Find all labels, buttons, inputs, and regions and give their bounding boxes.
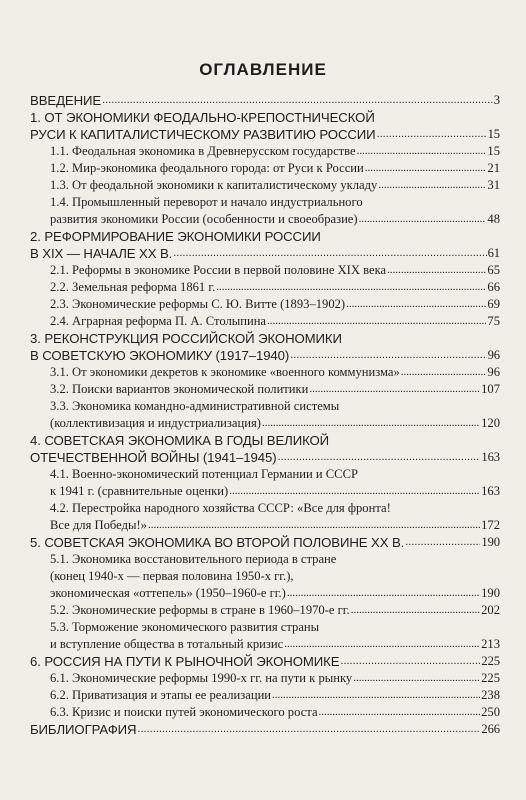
dot-leader (290, 347, 486, 364)
toc-entry-text: 6.3. Кризис и поиски путей экономического роста (50, 705, 318, 719)
page-number: 61 (487, 246, 500, 260)
toc-line (30, 721, 500, 738)
toc-section-entry[interactable] (30, 364, 500, 381)
toc-entry-text: 1.1. Феодальная экономика в Древнерусском государстве (50, 144, 356, 158)
dot-leader (340, 653, 480, 670)
toc-entry-text: В СОВЕТСКУЮ ЭКОНОМИКУ (1917–1940) (30, 348, 290, 363)
page-number: 96 (487, 348, 500, 362)
toc-section-entry[interactable] (30, 602, 500, 619)
dot-leader (262, 415, 480, 432)
page-number: 163 (481, 484, 500, 498)
toc-entry-text: 4. СОВЕТСКАЯ ЭКОНОМИКА В ГОДЫ ВЕЛИКОЙ (30, 433, 330, 448)
toc-line (30, 704, 500, 721)
dot-leader (351, 602, 480, 619)
toc-entry-text: и вступление общества в тотальный кризис (50, 637, 284, 651)
dot-leader (216, 279, 486, 296)
dot-leader (278, 449, 481, 466)
toc-section-entry[interactable] (30, 500, 500, 534)
page-number: 31 (487, 178, 500, 192)
page-number: 69 (487, 297, 500, 311)
toc-title: ОГЛАВЛЕНИЕ (199, 60, 327, 79)
toc-line (30, 364, 500, 381)
page-number: 96 (487, 365, 500, 379)
page-number: 15 (487, 127, 500, 141)
dot-leader (102, 92, 493, 109)
toc-entry-text: Все для Победы!» (50, 518, 147, 532)
dot-leader (287, 585, 480, 602)
toc-entry-text: 1.2. Мир-экономика феодального города: от Руси к России (50, 161, 364, 175)
toc-section-entry[interactable] (30, 279, 500, 296)
dot-leader (357, 143, 487, 160)
toc-entry-text: 5.2. Экономические реформы в стране в 1960–1970-е гг. (50, 603, 350, 617)
toc-entry-text: 5.1. Экономика восстановительного периода в стране (50, 552, 337, 566)
dot-leader (137, 721, 480, 738)
toc-section-entry[interactable] (30, 296, 500, 313)
dot-leader (272, 687, 480, 704)
page-number: 75 (487, 314, 500, 328)
toc-entry-text: РУСИ К КАПИТАЛИСТИЧЕСКОМУ РАЗВИТИЮ РОССИИ (30, 127, 376, 142)
toc-line (30, 245, 500, 262)
toc-line (30, 262, 500, 279)
toc-line (30, 109, 500, 126)
toc-entry-text: 3.3. Экономика командно-административной системы (50, 399, 340, 413)
toc-section-entry[interactable] (30, 262, 500, 279)
toc-entry-text: (конец 1940-х — первая половина 1950-х гг.), (50, 569, 294, 583)
toc-entry-text: ОТЕЧЕСТВЕННОЙ ВОЙНЫ (1941–1945) (30, 450, 277, 465)
dot-leader (309, 381, 480, 398)
toc-entry-text: 4.1. Военно-экономический потенциал Германии и СССР (50, 467, 358, 481)
dot-leader (405, 534, 480, 551)
toc-line (30, 160, 500, 177)
dot-leader (359, 211, 487, 228)
page-number: 225 (481, 654, 500, 668)
toc-entry-text: 2. РЕФОРМИРОВАНИЕ ЭКОНОМИКИ РОССИИ (30, 229, 321, 244)
toc-entry-text: 4.2. Перестройка народного хозяйства СССР: «Все для фронта! (50, 501, 391, 515)
toc-line (30, 483, 500, 500)
page-number: 250 (481, 705, 500, 719)
toc-line (30, 313, 500, 330)
toc-entry-text: 5.3. Торможение экономического развития страны (50, 620, 320, 634)
toc-entry-text: 6. РОССИЯ НА ПУТИ К РЫНОЧНОЙ ЭКОНОМИКЕ (30, 654, 340, 669)
toc-line (30, 177, 500, 194)
dot-leader (353, 670, 480, 687)
page-number: 190 (481, 586, 500, 600)
page-number: 266 (481, 722, 500, 736)
toc-entry-text: 1. ОТ ЭКОНОМИКИ ФЕОДАЛЬНО-КРЕПОСТНИЧЕСКОЙ (30, 110, 375, 125)
toc-chapter-entry[interactable] (30, 92, 500, 109)
toc-line (30, 687, 500, 704)
toc-entry-text: развития экономики России (особенности и своеобразие) (50, 212, 358, 226)
toc-line (30, 500, 500, 517)
toc-entry-text: 2.3. Экономические реформы С. Ю. Витте (1893–1902) (50, 297, 346, 311)
toc-line (30, 296, 500, 313)
dot-leader (346, 296, 486, 313)
toc-section-entry[interactable] (30, 670, 500, 687)
page-number: 65 (487, 263, 500, 277)
toc-entry-text: 2.2. Земельная реформа 1861 г. (50, 280, 216, 294)
page-number: 190 (481, 535, 500, 549)
toc-line (30, 194, 500, 211)
toc-line (30, 653, 500, 670)
toc-line (30, 347, 500, 364)
toc-line (30, 92, 500, 109)
dot-leader (387, 262, 486, 279)
toc-line (30, 602, 500, 619)
toc-entry-text: 1.4. Промышленный переворот и начало индустриального (50, 195, 363, 209)
toc-entry-text: 2.1. Реформы в экономике России в первой половине XIX века (50, 263, 387, 277)
toc-line (30, 517, 500, 534)
toc-section-entry[interactable] (30, 551, 500, 602)
toc-section-entry[interactable] (30, 313, 500, 330)
toc-entry-text: к 1941 г. (сравнительные оценки) (50, 484, 229, 498)
toc-line (30, 143, 500, 160)
page-number: 48 (487, 212, 500, 226)
toc-section-entry[interactable] (30, 687, 500, 704)
toc-chapter-entry[interactable] (30, 330, 500, 364)
toc-line (30, 381, 500, 398)
dot-leader (378, 177, 486, 194)
toc-entry-text: 6.2. Приватизация и этапы ее реализации (50, 688, 272, 702)
page-number: 3 (493, 93, 500, 107)
toc-line (30, 228, 500, 245)
toc-entry-text: ВВЕДЕНИЕ (30, 93, 102, 108)
toc-chapter-entry[interactable] (30, 432, 500, 466)
dot-leader (173, 245, 486, 262)
toc-entry-text: 5. СОВЕТСКАЯ ЭКОНОМИКА ВО ВТОРОЙ ПОЛОВИНЕ XX В. (30, 535, 405, 550)
toc-section-entry[interactable] (30, 619, 500, 653)
dot-leader (148, 517, 480, 534)
dot-leader (377, 126, 487, 143)
dot-leader (229, 483, 480, 500)
page-number: 163 (481, 450, 500, 464)
toc-section-entry[interactable] (30, 466, 500, 500)
toc-line (30, 126, 500, 143)
toc-line (30, 466, 500, 483)
page-number: 172 (481, 518, 500, 532)
page-number: 225 (481, 671, 500, 685)
toc-section-entry[interactable] (30, 381, 500, 398)
toc-section-entry[interactable] (30, 398, 500, 432)
toc-entry-text: 6.1. Экономические реформы 1990-х гг. на пути к рынку (50, 671, 353, 685)
dot-leader (319, 704, 481, 721)
toc-line (30, 211, 500, 228)
toc-entry-text: 3.2. Поиски вариантов экономической политики (50, 382, 309, 396)
toc-line (30, 551, 500, 568)
toc-section-entry[interactable] (30, 194, 500, 228)
toc-line (30, 415, 500, 432)
page-number: 107 (481, 382, 500, 396)
toc-entry-text: 1.3. От феодальной экономики к капиталистическому укладу (50, 178, 378, 192)
dot-leader (267, 313, 486, 330)
toc-section-entry[interactable] (30, 160, 500, 177)
dot-leader (401, 364, 487, 381)
toc-chapter-entry[interactable] (30, 228, 500, 262)
toc-line (30, 670, 500, 687)
toc-entry-text: 2.4. Аграрная реформа П. А. Столыпина (50, 314, 267, 328)
toc-entry-text: экономическая «оттепель» (1950–1960-е гг.) (50, 586, 286, 600)
page-number: 21 (487, 161, 500, 175)
toc-entry-text: В XIX — НАЧАЛЕ XX В. (30, 246, 173, 261)
toc-chapter-entry[interactable] (30, 109, 500, 143)
toc-chapter-entry[interactable] (30, 653, 500, 670)
dot-leader (365, 160, 487, 177)
toc-line (30, 449, 500, 466)
toc-line (30, 432, 500, 449)
toc-line (30, 330, 500, 347)
toc-section-entry[interactable] (30, 704, 500, 721)
toc-line (30, 636, 500, 653)
dot-leader (284, 636, 480, 653)
page-number: 202 (481, 603, 500, 617)
toc-entry-text: 3. РЕКОНСТРУКЦИЯ РОССИЙСКОЙ ЭКОНОМИКИ (30, 331, 342, 346)
toc-line (30, 398, 500, 415)
toc-chapter-entry[interactable] (30, 534, 500, 551)
toc-entry-text: (коллективизация и индустриализация) (50, 416, 261, 430)
toc-section-entry[interactable] (30, 143, 500, 160)
toc-line (30, 279, 500, 296)
page-number: 238 (481, 688, 500, 702)
toc-section-entry[interactable] (30, 177, 500, 194)
page-number: 120 (481, 416, 500, 430)
table-of-contents (30, 92, 500, 738)
toc-chapter-entry[interactable] (30, 721, 500, 738)
toc-line (30, 568, 500, 585)
toc-line (30, 585, 500, 602)
toc-line (30, 534, 500, 551)
toc-entry-text: 3.1. От экономики декретов к экономике «военного коммунизма» (50, 365, 400, 379)
toc-entry-text: БИБЛИОГРАФИЯ (30, 722, 137, 737)
page-number: 15 (487, 144, 500, 158)
page-number: 66 (487, 280, 500, 294)
page-number: 213 (481, 637, 500, 651)
toc-line (30, 619, 500, 636)
